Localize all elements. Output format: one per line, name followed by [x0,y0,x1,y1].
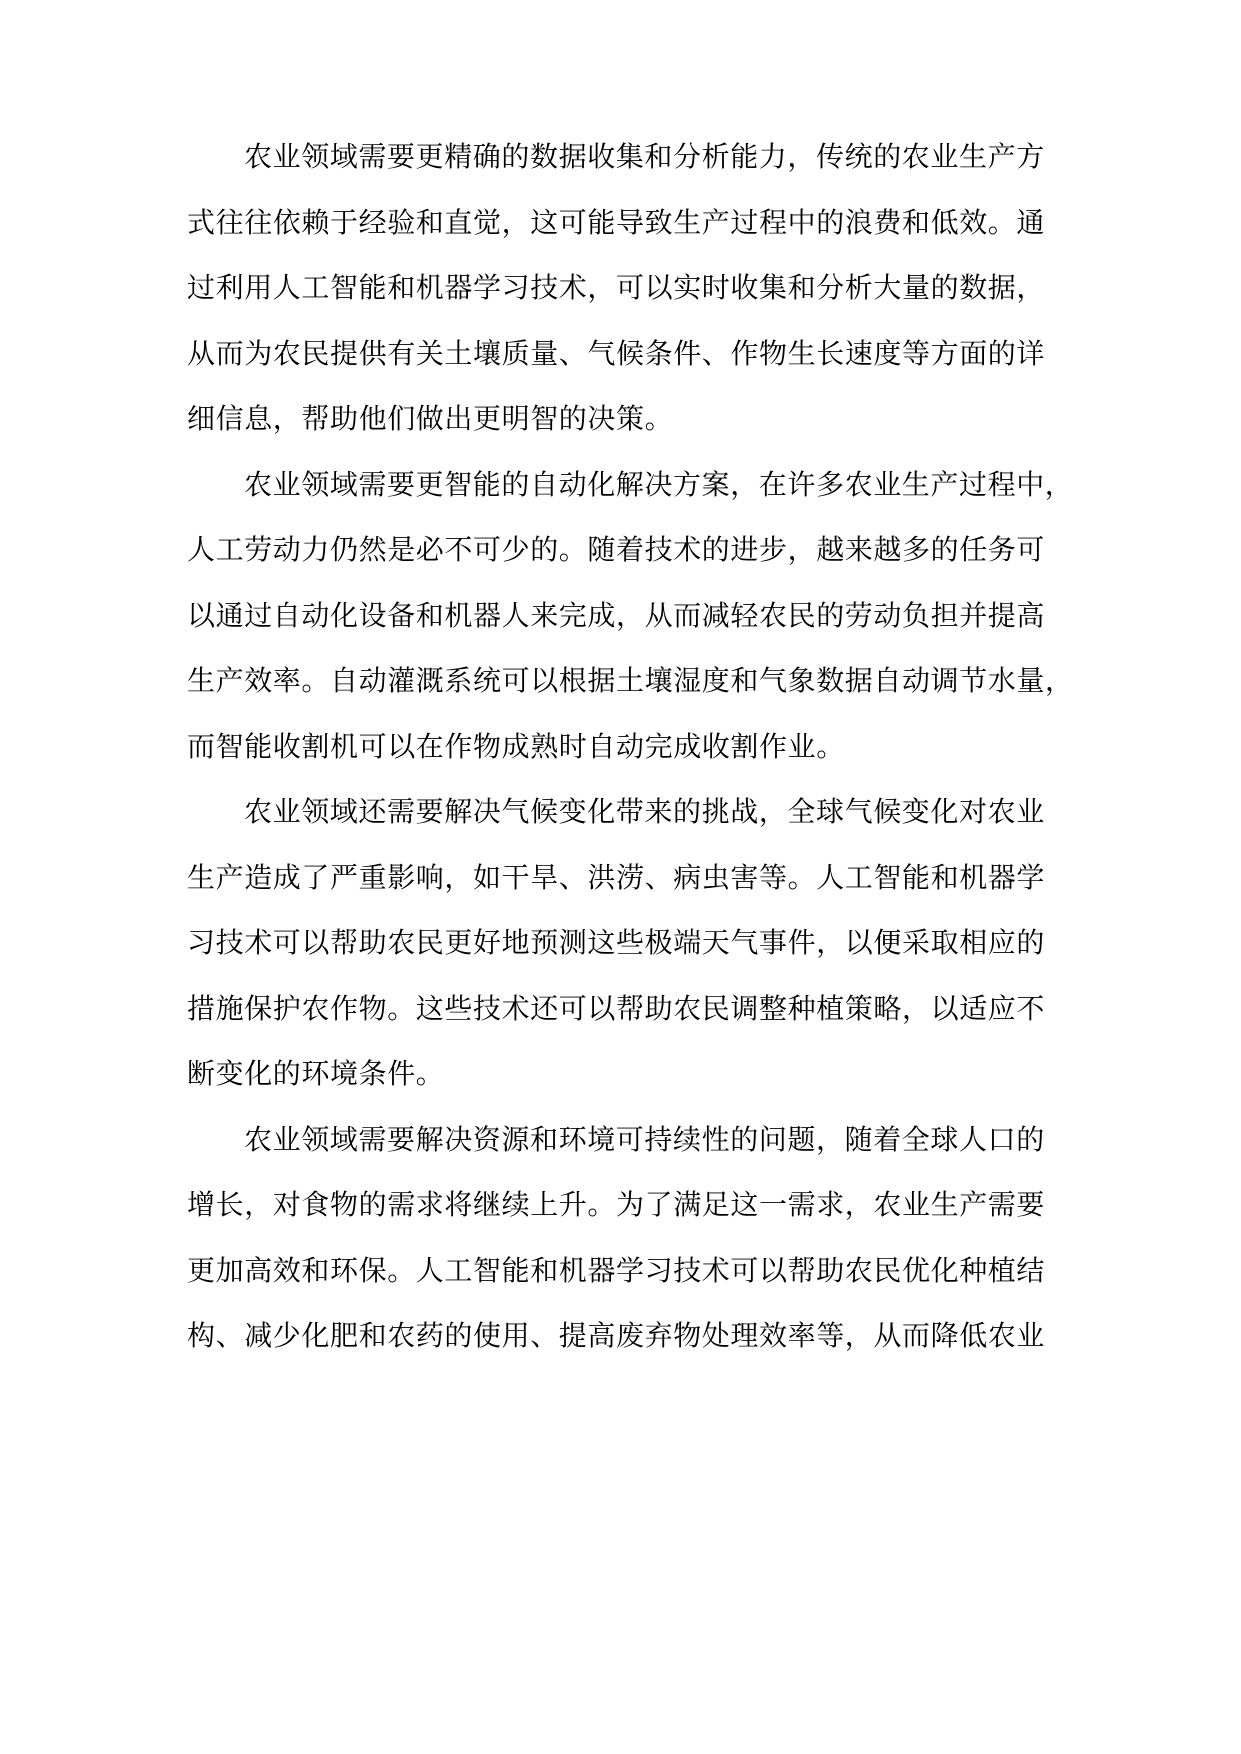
paragraph-2-line-4: 生产效率。自动灌溉系统可以根据土壤湿度和气象数据自动调节水量， [187,664,1074,697]
paragraph-2-line-3: 以通过自动化设备和机器人来完成，从而减轻农民的劳动负担并提高 [187,599,1046,632]
paragraph-1-line-3: 过利用人工智能和机器学习技术，可以实时收集和分析大量的数据， [187,271,1046,304]
paragraph-4-line-4: 构、减少化肥和农药的使用、提高废弃物处理效率等，从而降低农业 [187,1319,1046,1352]
paragraph-1-line-5: 细信息，帮助他们做出更明智的决策。 [187,402,674,435]
paragraph-4-line-2: 增长，对食物的需求将继续上升。为了满足这一需求，农业生产需要 [187,1188,1046,1221]
paragraph-4-line-1: 农业领域需要解决资源和环境可持续性的问题，随着全球人口的 [244,1123,1045,1156]
paragraph-3-line-4: 措施保护农作物。这些技术还可以帮助农民调整种植策略，以适应不 [187,992,1046,1025]
paragraph-2-line-1: 农业领域需要更智能的自动化解决方案，在许多农业生产过程中， [244,468,1074,501]
paragraph-2-line-5: 而智能收割机可以在作物成熟时自动完成收割作业。 [187,730,845,763]
paragraph-3-line-1: 农业领域还需要解决气候变化带来的挑战，全球气候变化对农业 [244,795,1045,828]
paragraph-3-line-3: 习技术可以帮助农民更好地预测这些极端天气事件，以便采取相应的 [187,926,1046,959]
paragraph-4-line-3: 更加高效和环保。人工智能和机器学习技术可以帮助农民优化种植结 [187,1254,1046,1287]
paragraph-3-line-2: 生产造成了严重影响，如干旱、洪涝、病虫害等。人工智能和机器学 [187,861,1046,894]
paragraph-1-line-1: 农业领域需要更精确的数据收集和分析能力，传统的农业生产方 [244,140,1045,173]
paragraph-3-line-5: 断变化的环境条件。 [187,1057,445,1090]
paragraph-1-line-4: 从而为农民提供有关土壤质量、气候条件、作物生长速度等方面的详 [187,337,1046,370]
paragraph-1-line-2: 式往往依赖于经验和直觉，这可能导致生产过程中的浪费和低效。通 [187,206,1046,239]
paragraph-2-line-2: 人工劳动力仍然是必不可少的。随着技术的进步，越来越多的任务可 [187,533,1046,566]
